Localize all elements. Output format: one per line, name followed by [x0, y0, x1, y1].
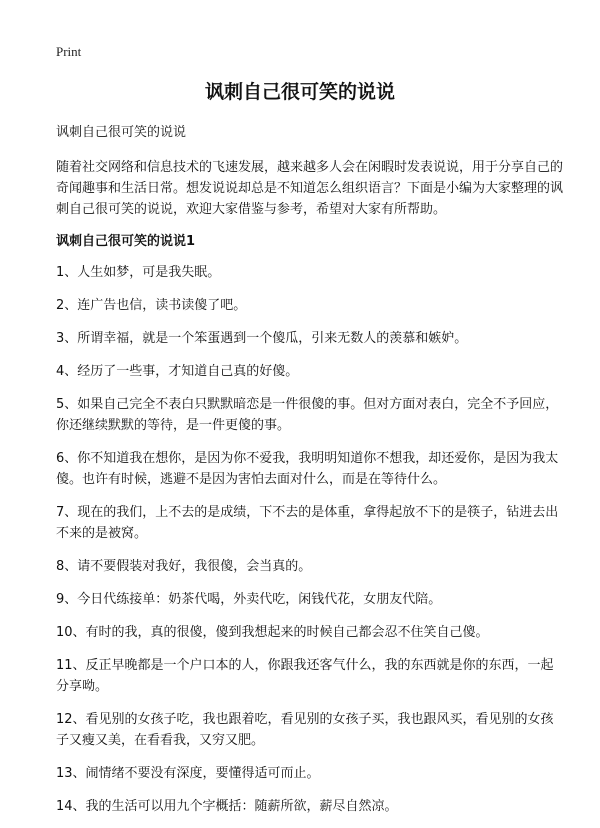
list-item: 8、请不要假装对我好，我很傻，会当真的。: [56, 559, 312, 574]
list-item: 14、我的生活可以用九个字概括：随薪所欲，薪尽自然凉。: [56, 799, 398, 814]
document-subtitle: 讽刺自己很可笑的说说: [56, 125, 187, 140]
list-item: 9、今日代练接单：奶茶代喝，外卖代吃，闲钱代花，女朋友代陪。: [56, 592, 442, 607]
list-item: 12、看见别的女孩子吃，我也跟着吃，看见别的女孩子买，我也跟风买，看见别的女孩子又瘦又美，在看看我，又穷又肥。: [56, 712, 554, 748]
quote-list: [56, 262, 564, 817]
print-link[interactable]: Print: [56, 44, 82, 59]
intro-paragraph: 随着社交网络和信息技术的飞速发展，越来越多人会在闲暇时发表说说，用于分享自己的奇闻趣事和生活日常。想发说说却总是不知道怎么组织语言？下面是小编为大家整理的讽刺自己很可笑的说说，欢迎大家借鉴与参考，希望对大家有所帮助。: [56, 160, 564, 217]
list-item: 3、所谓幸福，就是一个笨蛋遇到一个傻瓜，引来无数人的羡慕和嫉妒。: [56, 331, 468, 346]
list-item: 13、闹情绪不要没有深度，要懂得适可而止。: [56, 766, 320, 781]
list-item: 5、如果自己完全不表白只默默暗恋是一件很傻的事。但对方面对表白，完全不予回应，你还继续默默的等待，是一件更傻的事。: [56, 397, 559, 433]
list-item: 7、现在的我们，上不去的是成绩，下不去的是体重，拿得起放不下的是筷子，钻进去出不来的是被窝。: [56, 505, 559, 541]
list-item: 2、连广告也信，读书读傻了吧。: [56, 298, 247, 313]
list-item: 6、你不知道我在想你，是因为你不爱我，我明明知道你不想我，却还爱你，是因为我太傻。也许有时候，逃避不是因为害怕去面对什么，而是在等待什么。: [56, 451, 559, 487]
list-item: 4、经历了一些事，才知道自己真的好傻。: [56, 364, 299, 379]
list-item: 11、反正早晚都是一个户口本的人，你跟我还客气什么，我的东西就是你的东西，一起分享呦。: [56, 658, 554, 694]
list-item: 1、人生如梦，可是我失眠。: [56, 265, 221, 280]
list-item: 10、有时的我，真的很傻，傻到我想起来的时候自己都会忍不住笑自己傻。: [56, 625, 489, 640]
section-heading: 讽刺自己很可笑的说说1: [56, 234, 196, 249]
page-title: 讽刺自己很可笑的说说: [204, 81, 395, 103]
